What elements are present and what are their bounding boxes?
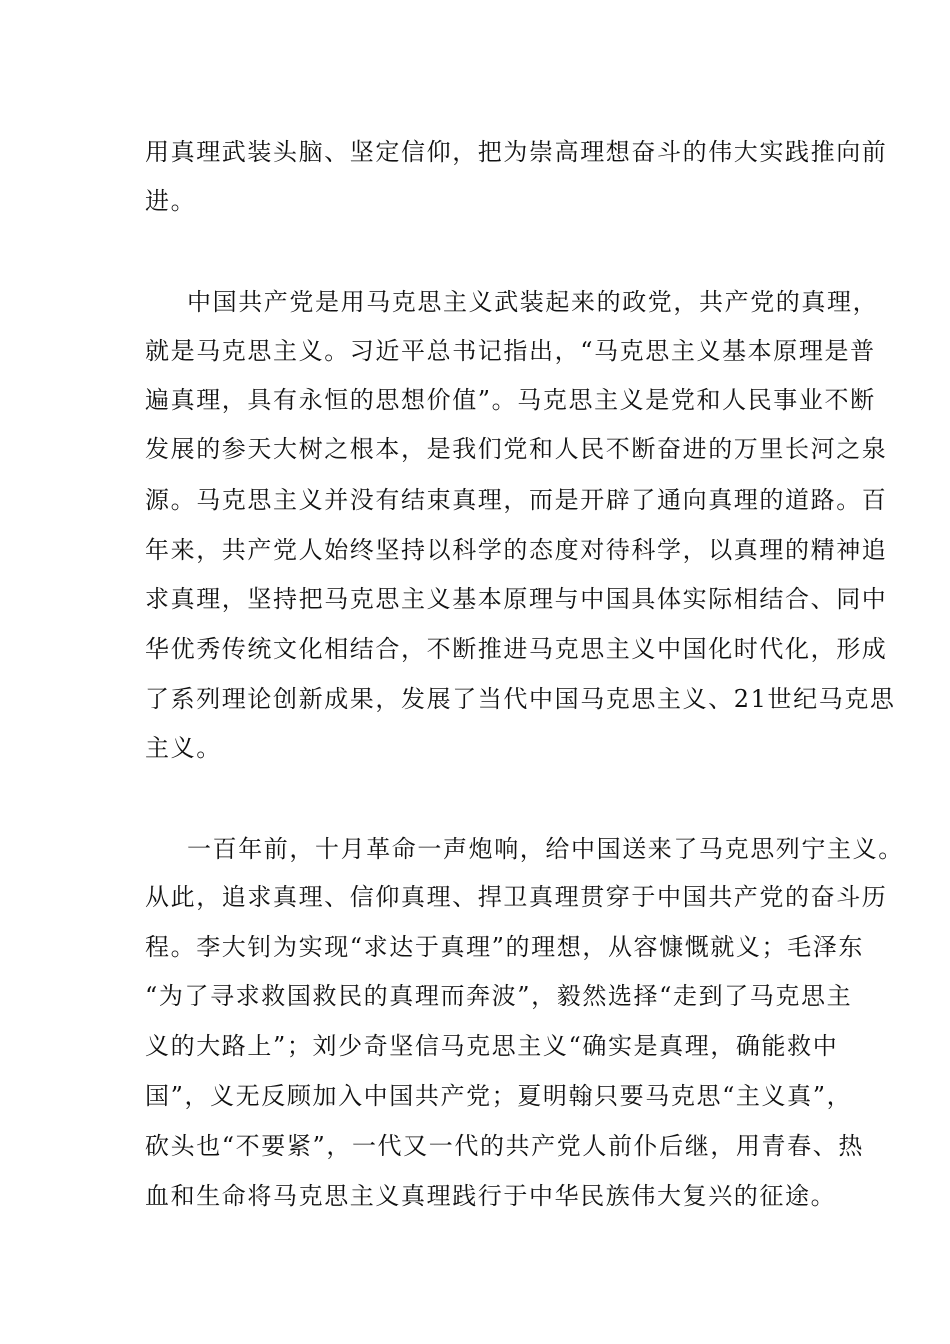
paragraph-2-line-10: 主义。 [145, 734, 222, 762]
paragraph-2-line-5: 源。马克思主义并没有结束真理，而是开辟了通向真理的道路。百 [145, 486, 888, 514]
paragraph-2-line-4: 发展的参天大树之根本，是我们党和人民不断奋进的万里长河之泉 [145, 435, 888, 463]
paragraph-3-line-1: 一百年前，十月革命一声炮响，给中国送来了马克思列宁主义。 [187, 835, 904, 863]
paragraph-3-line-3: 程。李大钊为实现“求达于真理”的理想，从容慷慨就义；毛泽东 [145, 933, 864, 961]
paragraph-3-line-2: 从此，追求真理、信仰真理、捍卫真理贯穿于中国共产党的奋斗历 [145, 883, 888, 911]
paragraph-3-line-8: 血和生命将马克思主义真理践行于中华民族伟大复兴的征途。 [145, 1182, 837, 1210]
paragraph-1-line-2: 进。 [145, 187, 197, 215]
paragraph-3-line-6: 国”，义无反顾加入中国共产党；夏明翰只要马克思“主义真”， [145, 1082, 853, 1110]
paragraph-2-line-9: 了系列理论创新成果，发展了当代中国马克思主义、21世纪马克思 [145, 685, 896, 713]
paragraph-2-line-6: 年来，共产党人始终坚持以科学的态度对待科学，以真理的精神追 [145, 536, 888, 564]
paragraph-1-line-1: 用真理武装头脑、坚定信仰，把为崇高理想奋斗的伟大实践推向前 [145, 138, 888, 166]
paragraph-2-line-2: 就是马克思主义。习近平总书记指出，“马克思主义基本原理是普 [145, 337, 876, 365]
paragraph-2-line-7: 求真理，坚持把马克思主义基本原理与中国具体实际相结合、同中 [145, 585, 888, 613]
paragraph-2-line-8: 华优秀传统文化相结合，不断推进马克思主义中国化时代化，形成 [145, 635, 888, 663]
paragraph-3-line-4: “为了寻求救国救民的真理而奔波”，毅然选择“走到了马克思主 [145, 982, 853, 1010]
paragraph-3-line-7: 砍头也“不要紧”，一代又一代的共产党人前仆后继，用青春、热 [145, 1132, 864, 1160]
paragraph-2-line-1: 中国共产党是用马克思主义武装起来的政党，共产党的真理， [187, 288, 879, 316]
paragraph-2-line-3: 遍真理，具有永恒的思想价值”。马克思主义是党和人民事业不断 [145, 386, 876, 414]
paragraph-3-line-5: 义的大路上”；刘少奇坚信马克思主义“确实是真理，确能救中 [145, 1032, 839, 1060]
